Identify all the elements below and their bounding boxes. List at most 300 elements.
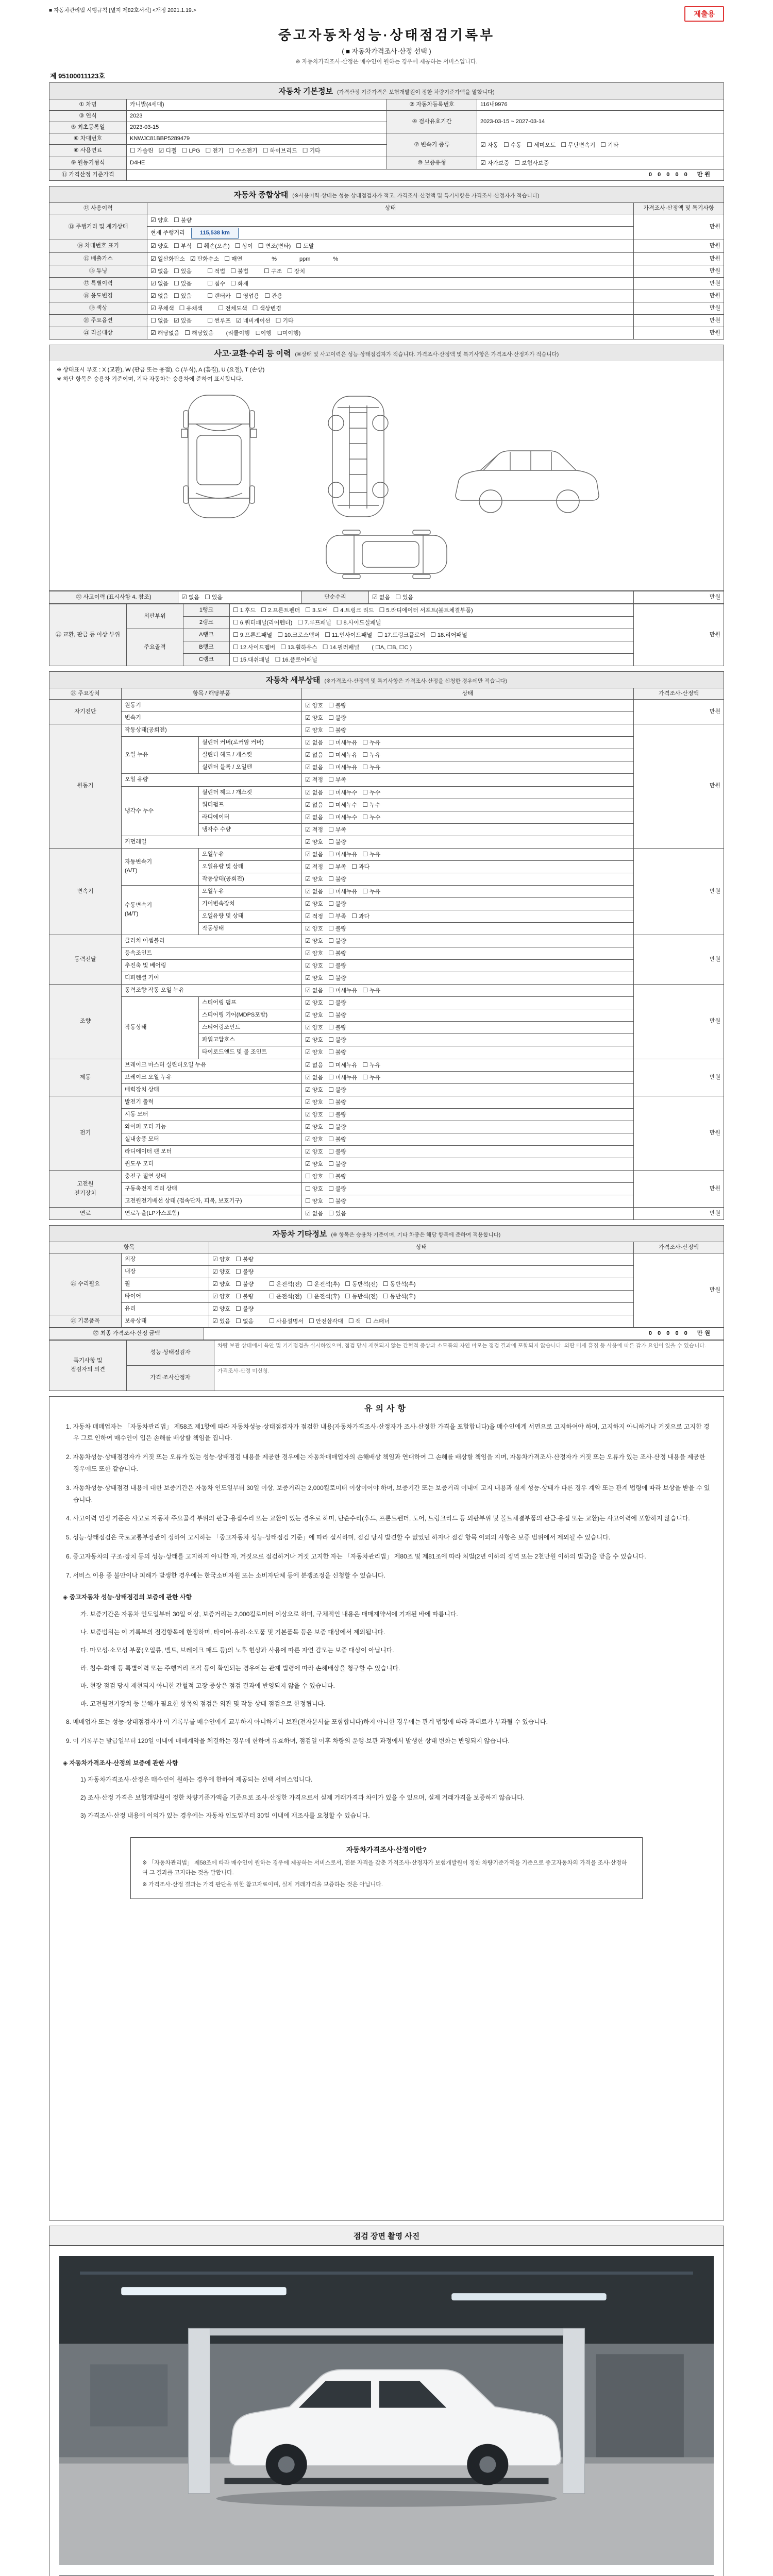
checkbox-unchecked[interactable]: ☐ 부족	[328, 776, 347, 784]
checkbox-unchecked[interactable]: ☐ 4.트렁크 리드	[333, 606, 374, 614]
checkbox-glyph-icon: ☐	[328, 925, 334, 933]
inspector-opinion-table	[49, 1340, 724, 1391]
checkbox-unchecked[interactable]: ☐ 미세누유	[328, 850, 358, 858]
checkbox-unchecked[interactable]: ☐ 기타	[600, 141, 619, 149]
checkbox-unchecked[interactable]: ☐ 유채색	[179, 304, 203, 312]
checkbox-checked[interactable]: ☑ 없음	[150, 292, 169, 299]
checkbox-checked[interactable]: ☑ 자가보증	[480, 159, 510, 167]
checkbox-unchecked[interactable]: ☐ 불량	[236, 1293, 254, 1300]
checkbox-unchecked[interactable]: ☐ 불량	[328, 838, 347, 845]
checkbox-unchecked[interactable]: ☐ 있음	[328, 1210, 347, 1217]
checkbox-unchecked[interactable]: ☐ 누유	[362, 764, 381, 771]
checkbox-glyph-icon: ☑	[305, 1147, 311, 1155]
checkbox-unchecked[interactable]: ☐ 미세누유	[328, 987, 358, 994]
checkbox-checked[interactable]: ☑ 양호	[305, 1036, 324, 1044]
cell	[302, 761, 634, 774]
checkbox-unchecked[interactable]: ☐ 불량	[328, 1098, 347, 1106]
checkbox-unchecked[interactable]: ☐ 불량	[236, 1280, 254, 1288]
checkbox-unchecked[interactable]: ☐ 동반석(전)	[345, 1293, 378, 1300]
checkbox-checked[interactable]: ☑ 없음	[372, 593, 391, 601]
checkbox-glyph-icon: ☐	[252, 304, 258, 312]
checkbox-checked[interactable]: ☑ 적정	[305, 862, 324, 870]
checkbox-unchecked[interactable]: ☐ 9.프론트패널	[233, 631, 273, 638]
cell	[230, 654, 634, 666]
checkbox-unchecked[interactable]: ☐ 불량	[328, 1135, 347, 1143]
checkbox-glyph-icon: ☐	[382, 1293, 389, 1300]
checkbox-unchecked[interactable]: ☐ 불량	[328, 1172, 347, 1180]
checkbox-glyph-icon: ☑	[305, 850, 311, 858]
checkbox-checked[interactable]: ☑ 양호	[305, 1011, 324, 1019]
checkbox-checked[interactable]: ☑ 양호	[305, 1160, 324, 1167]
checkbox-unchecked[interactable]: ☐ 11.인사이드패널	[325, 631, 373, 638]
checkbox-unchecked[interactable]: ☐ 운전석(전)	[269, 1293, 302, 1300]
checkbox-checked[interactable]: ☑ 디젤	[158, 147, 177, 155]
cell: 라디에이터 팬 모터	[122, 1145, 302, 1158]
checkbox-unchecked[interactable]: ☐ 있음	[174, 279, 192, 287]
header-cell: 가격·조사산정자	[127, 1365, 214, 1391]
cell	[147, 265, 634, 277]
checkbox-unchecked[interactable]: ☐ 구조	[264, 267, 282, 275]
checkbox-glyph-icon: ☑	[305, 912, 311, 920]
checkbox-checked[interactable]: ☑ 없음	[305, 887, 324, 895]
checkbox-unchecked[interactable]: ☐ 도말	[296, 242, 314, 250]
cell: 2023	[127, 111, 387, 122]
checkbox-unchecked[interactable]: ☐ 10.크로스멤버	[277, 631, 320, 638]
checkbox-glyph-icon: ☐	[275, 316, 281, 324]
checkbox-unchecked[interactable]: ☐ 불량	[328, 875, 347, 883]
checkbox-unchecked[interactable]: ☐ 8.사이드실패널	[336, 618, 381, 626]
checkbox-unchecked[interactable]: ☐ 수소전기	[228, 147, 258, 155]
checkbox-unchecked[interactable]: ☐ LPG	[181, 147, 200, 155]
checkbox-checked[interactable]: ☑ 양호	[305, 1123, 324, 1130]
checkbox-glyph-icon: ☐	[207, 316, 213, 324]
checkbox-checked[interactable]: ☑ 없음	[305, 764, 324, 771]
cell	[147, 314, 634, 327]
cell	[302, 737, 634, 749]
checkbox-unchecked[interactable]: ☐ 미세누유	[328, 1073, 358, 1081]
cell	[302, 985, 634, 997]
checkbox-unchecked[interactable]: ☐ 불량	[328, 974, 347, 982]
cell	[302, 749, 634, 761]
checkbox-checked[interactable]: ☑ 양호	[212, 1268, 231, 1276]
checkbox-unchecked[interactable]: ☐ 3.도어	[305, 606, 328, 614]
checkbox-glyph-icon: ☐	[305, 606, 311, 614]
checkbox-unchecked[interactable]: ☐ 미세누유	[328, 1061, 358, 1069]
checkbox-checked[interactable]: ☑ 양호	[305, 999, 324, 1007]
checkbox-unchecked[interactable]: ☐ 운전석(전)	[269, 1280, 302, 1288]
checkbox-unchecked[interactable]: ☐ 부족	[328, 862, 347, 870]
checkbox-unchecked[interactable]: ☐ 13.휠하우스	[280, 643, 317, 651]
checkbox-unchecked[interactable]: ☐ 동반석(전)	[345, 1280, 378, 1288]
checkbox-unchecked[interactable]: ☐ 화재	[230, 279, 249, 287]
checkbox-unchecked[interactable]: ☐ 불량	[236, 1268, 254, 1276]
cell: 워터펌프	[199, 799, 302, 811]
checkbox-unchecked[interactable]: ☐ 관용	[264, 292, 283, 299]
checkbox-checked[interactable]: ☑ 적정	[305, 825, 324, 833]
checkbox-checked[interactable]: ☑ 없음	[305, 850, 324, 858]
checkbox-checked[interactable]: ☑ 양호	[305, 726, 324, 734]
checkbox-unchecked[interactable]: ☐ 불량	[328, 726, 347, 734]
checkbox-unchecked[interactable]: ☐ 스패너	[366, 1317, 390, 1325]
checkbox-unchecked[interactable]: ☐ 누수	[362, 788, 381, 796]
checkbox-checked[interactable]: ☑ 양호	[305, 962, 324, 970]
cell: 변속기	[122, 712, 302, 724]
cell: 브레이크 오일 누유	[122, 1071, 302, 1083]
cell: 2023-03-15	[127, 122, 387, 133]
checkbox-checked[interactable]: ☑ 있음	[174, 316, 192, 324]
notice-item: ◈ 자동차가격조사·산정의 보증에 관한 사항	[63, 1759, 178, 1767]
cell: 내장	[122, 1266, 209, 1278]
checkbox-checked[interactable]: ☑ 양호	[305, 702, 324, 709]
checkbox-checked[interactable]: ☑ 적정	[305, 912, 324, 920]
checkbox-unchecked[interactable]: ☐ 17.트렁크플로어	[377, 631, 426, 638]
checkbox-unchecked[interactable]: ☐ 1.후드	[233, 606, 256, 614]
cell: 원동기	[122, 700, 302, 712]
cell	[230, 616, 634, 629]
checkbox-checked[interactable]: ☑ 양호	[305, 925, 324, 933]
header-cell: 가격조사·산정액 및 특기사항	[634, 203, 724, 214]
checkbox-checked[interactable]: ☑ 없음	[305, 739, 324, 747]
checkbox-unchecked[interactable]: ☐ 불량	[236, 1256, 254, 1263]
checkbox-checked[interactable]: ☑ 없음	[305, 1210, 324, 1217]
checkbox-unchecked[interactable]: ☐ 있음	[174, 292, 192, 299]
checkbox-unchecked[interactable]: ☐ 불량	[328, 1123, 347, 1130]
checkbox-unchecked[interactable]: ☐ 불량	[328, 950, 347, 957]
price-info-box	[130, 1837, 643, 1899]
checkbox-unchecked[interactable]: ☐ 7.루프패널	[297, 618, 331, 626]
checkbox-unchecked[interactable]: ☐ 불량	[328, 1086, 347, 1093]
checkbox-unchecked[interactable]: ☐ 운전석(후)	[307, 1280, 340, 1288]
checkbox-checked[interactable]: ☑ 무채색	[150, 304, 174, 312]
checkbox-unchecked[interactable]: ☐ 불량	[328, 1024, 347, 1031]
checkbox-checked[interactable]: ☑ 탄화수소	[190, 255, 220, 262]
checkbox-unchecked[interactable]: ☐ 과다	[351, 862, 370, 870]
checkbox-unchecked[interactable]: ☐ 불량	[328, 1011, 347, 1019]
checkbox-checked[interactable]: ☑ 양호	[305, 900, 324, 907]
cell	[230, 604, 634, 616]
checkbox-unchecked[interactable]: ☐ 훼손(오손)	[197, 242, 230, 250]
checkbox-checked[interactable]: ☑ 양호	[305, 875, 324, 883]
photos-title: 점검 장면 촬영 사진	[49, 2226, 724, 2246]
checkbox-unchecked[interactable]: ☐ 불량	[328, 1036, 347, 1044]
checkbox-checked[interactable]: ☑ 양호	[305, 1135, 324, 1143]
checkbox-unchecked[interactable]: ☐ 14.필러패널	[322, 643, 360, 651]
checkbox-unchecked[interactable]: ☐ 누수	[362, 801, 381, 808]
price-info-title: 자동차가격조사·산정이란?	[346, 1845, 427, 1854]
checkbox-unchecked[interactable]: ☐ 불량	[328, 937, 347, 945]
checkbox-unchecked[interactable]: ☐ 상이	[234, 242, 253, 250]
checkbox-checked[interactable]: ☑ 없음	[305, 987, 324, 994]
checkbox-checked[interactable]: ☑ 있음	[212, 1317, 231, 1325]
checkbox-unchecked[interactable]: ☐ 잭	[348, 1317, 361, 1325]
checkbox-unchecked[interactable]: ☐ 미세누유	[328, 751, 358, 759]
checkbox-checked[interactable]: ☑ 양호	[305, 714, 324, 722]
checkbox-glyph-icon: ☑	[305, 751, 311, 759]
checkbox-checked[interactable]: ☑ 양호	[150, 216, 169, 224]
checkbox-unchecked[interactable]: ☐ 불량	[328, 962, 347, 970]
header-cell: 상태	[302, 688, 634, 700]
checkbox-unchecked[interactable]: ☐ 부족	[328, 912, 347, 920]
header-cell: ⑳ 주요옵션	[49, 314, 147, 327]
checkbox-unchecked[interactable]: ☐ 12.사이드멤버	[233, 643, 276, 651]
cell	[147, 240, 634, 252]
cell	[302, 1059, 634, 1071]
checkbox-unchecked[interactable]: ☐ 있음	[205, 593, 223, 601]
checkbox-glyph-icon: ☐	[305, 1185, 311, 1192]
checkbox-checked[interactable]: ☑ 양호	[305, 1110, 324, 1118]
checkbox-unchecked[interactable]: ☐ 미세누유	[328, 739, 358, 747]
checkbox-unchecked[interactable]: ☐ 변조(변타)	[258, 242, 291, 250]
checkbox-unchecked[interactable]: ☐ 누유	[362, 751, 381, 759]
checkbox-unchecked[interactable]: ☐ 세미오토	[527, 141, 556, 149]
checkbox-unchecked[interactable]: ☐ 해당있음	[184, 329, 214, 336]
cell: 만원	[634, 700, 724, 724]
checkbox-checked[interactable]: ☑ 일산화탄소	[150, 255, 185, 262]
checkbox-unchecked[interactable]: ☐ 매연	[224, 255, 243, 262]
submission-badge: 제출용	[684, 6, 724, 22]
checkbox-unchecked[interactable]: ☐ 불법	[230, 267, 249, 275]
checkbox-checked[interactable]: ☑ 양호	[305, 1086, 324, 1093]
checkbox-checked[interactable]: ☑ 양호	[305, 974, 324, 982]
cell	[302, 1108, 634, 1121]
checkbox-unchecked[interactable]: ☐ 18.리어패널	[430, 631, 467, 638]
checkbox-unchecked[interactable]: ☐ 불량	[236, 1305, 254, 1313]
checkbox-unchecked[interactable]: ☐ 5.라디에이터 서포트(볼트체결부품)	[379, 606, 473, 614]
checkbox-unchecked[interactable]: ☐ 누유	[362, 850, 381, 858]
checkbox-glyph-icon: ☐	[328, 1110, 334, 1118]
checkbox-unchecked[interactable]: ☐ 불량	[328, 1197, 347, 1205]
checkbox-checked[interactable]: ☑ 없음	[305, 1073, 324, 1081]
checkbox-glyph-icon: ☐	[184, 329, 191, 336]
checkbox-glyph-icon: ☐	[328, 1086, 334, 1093]
notice-item: 라. 침수·화재 등 특별이력 또는 주행거리 조작 등이 확인되는 경우에는 관계 법령에 따라 손해배상을 청구할 수 있습니다.	[80, 1664, 400, 1672]
checkbox-checked[interactable]: ☑ 자동	[480, 141, 499, 149]
checkbox-unchecked[interactable]: ☐ 미세누유	[328, 887, 358, 895]
checkbox-checked[interactable]: ☑ 양호	[150, 242, 169, 250]
header-cell: ⑪ 가격산정 기준가격	[49, 170, 127, 181]
checkbox-checked[interactable]: ☑ 양호	[212, 1280, 231, 1288]
checkbox-unchecked[interactable]: ☐ 하이브리드	[262, 147, 297, 155]
checkbox-unchecked[interactable]: ☐ 수동	[503, 141, 522, 149]
checkbox-unchecked[interactable]: ☐ 전기	[205, 147, 224, 155]
cell	[302, 923, 634, 935]
checkbox-unchecked[interactable]: ☐ 과다	[351, 912, 370, 920]
checkbox-unchecked[interactable]: ☐ 있음	[395, 593, 414, 601]
checkbox-unchecked[interactable]: ☐ 장치	[287, 267, 306, 275]
checkbox-unchecked[interactable]: ☐ 가솔린	[130, 147, 154, 155]
checkbox-unchecked[interactable]: ☐ 양호	[305, 1172, 324, 1180]
checkbox-unchecked[interactable]: ☐ 없음	[236, 1317, 254, 1325]
checkbox-unchecked[interactable]: ☐ 누수	[362, 813, 381, 821]
checkbox-glyph-icon: ☑	[212, 1317, 218, 1325]
checkbox-glyph-icon: ☐	[130, 147, 136, 155]
checkbox-glyph-icon: ☑	[150, 242, 156, 250]
header-cell: ① 차명	[49, 99, 127, 111]
checkbox-unchecked[interactable]: ☐ 양호	[305, 1197, 324, 1205]
checkbox-checked[interactable]: ☑ 없음	[305, 788, 324, 796]
price-info-line-2: ※ 가격조사·산정 결과는 가격 판단을 위한 참고자료이며, 실제 거래가격을 보증하는 것은 아닙니다.	[142, 1882, 383, 1888]
checkbox-unchecked[interactable]: ☐ 없음	[150, 316, 169, 324]
cell: 만원	[634, 604, 724, 666]
header-cell: ㉔ 주요장치	[49, 688, 122, 700]
checkbox-unchecked[interactable]: ☐ 불량	[328, 702, 347, 709]
checkbox-checked[interactable]: ☑ 해당없음	[150, 329, 180, 336]
header-cell: 고전원 전기장치	[49, 1170, 122, 1207]
cell	[302, 897, 634, 910]
checkbox-glyph-icon: ☐	[362, 813, 368, 821]
checkbox-unchecked[interactable]: ☐ 불량	[328, 1110, 347, 1118]
cell	[302, 1170, 634, 1182]
checkbox-unchecked[interactable]: ☐ 썬루프	[207, 316, 231, 324]
cell: 만원	[634, 848, 724, 935]
checkbox-glyph-icon: ☐	[307, 1280, 313, 1288]
checkbox-unchecked[interactable]: ☐ 불량	[328, 1048, 347, 1056]
header-cell: ⑦ 변속기 종류	[387, 133, 477, 157]
checkbox-checked[interactable]: ☑ 양호	[305, 1098, 324, 1106]
checkbox-unchecked[interactable]: ☐ 전체도색	[218, 304, 247, 312]
checkbox-checked[interactable]: ☑ 적정	[305, 776, 324, 784]
notice-item: 2. 자동차성능·상태점검자가 거짓 또는 오류가 있는 성능·상태점검 내용을 제공한 경우에는 자동차매매업자의 손해배상 책임과 연대하여 그 손해를 배상할 책임을 지며, 자동차가격조사·산정자가 거짓 또는 오류가 있는 조사·산정 내용을 제공한 경우에도 또한 같습니다.	[66, 1453, 705, 1472]
checkbox-unchecked[interactable]: ☐ 침수	[207, 279, 226, 287]
checkbox-glyph-icon: ☐	[236, 1280, 241, 1288]
cell: 작동상태	[199, 923, 302, 935]
basic-info-table	[49, 99, 724, 181]
checkbox-unchecked[interactable]: ☐ 2.프론트펜더	[261, 606, 300, 614]
cell: 만원	[634, 265, 724, 277]
cell	[302, 799, 634, 811]
cell: 실린더 헤드 / 개스킷	[199, 749, 302, 761]
checkbox-glyph-icon: ☑	[150, 304, 156, 312]
checkbox-unchecked[interactable]: ☐ 불량	[328, 1147, 347, 1155]
checkbox-glyph-icon: ☑	[212, 1293, 218, 1300]
checkbox-glyph-icon: ☐	[233, 643, 239, 651]
cell: 만원	[634, 1059, 724, 1096]
checkbox-unchecked[interactable]: ☐ 적법	[207, 267, 226, 275]
checkbox-checked[interactable]: ☑ 양호	[212, 1293, 231, 1300]
header-cell: ⑭ 차대번호 표기	[49, 240, 147, 252]
checkbox-unchecked[interactable]: ☐ 누유	[362, 887, 381, 895]
checkbox-unchecked[interactable]: ☐ 미세누수	[328, 813, 358, 821]
checkbox-unchecked[interactable]: ☐ 누유	[362, 739, 381, 747]
checkbox-checked[interactable]: ☑ 없음	[305, 1061, 324, 1069]
checkbox-unchecked[interactable]: ☐ 6.쿼터패널(리어펜더)	[233, 618, 293, 626]
checkbox-unchecked[interactable]: ☐ 불량	[328, 1160, 347, 1167]
checkbox-checked[interactable]: ☑ 없음	[181, 593, 200, 601]
checkbox-unchecked[interactable]: ☐ 양호	[305, 1185, 324, 1192]
checkbox-glyph-icon: ☐	[302, 147, 308, 155]
detail-state-table	[49, 688, 724, 1220]
checkbox-glyph-icon: ☐	[308, 1317, 314, 1325]
checkbox-glyph-icon: ☐	[233, 618, 239, 626]
checkbox-unchecked[interactable]: ☐ 운전석(후)	[307, 1293, 340, 1300]
checkbox-checked[interactable]: ☑ 양호	[305, 838, 324, 845]
checkbox-unchecked[interactable]: ☐ 안전삼각대	[308, 1317, 343, 1325]
checkbox-unchecked[interactable]: ☐ 미세누유	[328, 764, 358, 771]
checkbox-unchecked[interactable]: ☐ 동반석(후)	[382, 1280, 416, 1288]
checkbox-unchecked[interactable]: ☐ 불량	[174, 216, 192, 224]
checkbox-glyph-icon: ☑	[305, 1160, 311, 1167]
checkbox-checked[interactable]: ☑ 양호	[212, 1256, 231, 1263]
checkbox-checked[interactable]: ☑ 네비게이션	[236, 316, 271, 324]
cell	[302, 860, 634, 873]
cell	[302, 1183, 634, 1195]
checkbox-glyph-icon: ☑	[305, 1061, 311, 1069]
checkbox-checked[interactable]: ☑ 양호	[305, 950, 324, 957]
checkbox-unchecked[interactable]: ☐ 누유	[362, 987, 381, 994]
checkbox-checked[interactable]: ☑ 없음	[305, 751, 324, 759]
checkbox-unchecked[interactable]: ☐ 기타	[302, 147, 321, 155]
checkbox-unchecked[interactable]: ☐ 불량	[328, 900, 347, 907]
checkbox-unchecked[interactable]: ☐ 미세누수	[328, 801, 358, 808]
checkbox-checked[interactable]: ☑ 없음	[150, 279, 169, 287]
cell: 와이퍼 모터 기능	[122, 1121, 302, 1133]
checkbox-glyph-icon: ☐	[307, 1293, 313, 1300]
cell	[209, 1315, 634, 1328]
checkbox-checked[interactable]: ☑ 양호	[305, 1147, 324, 1155]
detail-state-table	[49, 688, 724, 1220]
checkbox-glyph-icon: ☐	[328, 974, 334, 982]
checkbox-unchecked[interactable]: ☐ 렌터카	[207, 292, 231, 299]
checkbox-unchecked[interactable]: ☐ 불량	[328, 925, 347, 933]
checkbox-unchecked[interactable]: ☐ 동반석(후)	[382, 1293, 416, 1300]
checkbox-glyph-icon: ☐	[174, 216, 179, 224]
checkbox-unchecked[interactable]: ☐ 불량	[328, 1185, 347, 1192]
checkbox-glyph-icon: ☐	[233, 656, 239, 664]
checkbox-unchecked[interactable]: ☐ 영업용	[236, 292, 260, 299]
checkbox-unchecked[interactable]: ☐ 16.플로어패널	[275, 656, 317, 664]
checkbox-glyph-icon: ☐	[277, 631, 283, 638]
form-reference: ■ 자동차관리법 시행규칙 [별지 제82호서식] <개정 2021.1.19.>	[49, 7, 196, 13]
checkbox-unchecked[interactable]: ☐ 미세누수	[328, 788, 358, 796]
checkbox-glyph-icon: ☐	[328, 788, 334, 796]
section-etc-label: 자동차 기타정보	[272, 1230, 327, 1239]
checkbox-unchecked[interactable]: ☐ 무단변속기	[561, 141, 596, 149]
checkbox-unchecked[interactable]: ☐ 보험사보증	[514, 159, 549, 167]
checkbox-glyph-icon: ☐	[328, 875, 334, 883]
cell	[147, 290, 634, 302]
checkbox-unchecked[interactable]: ☐ 부족	[328, 825, 347, 833]
checkbox-glyph-icon: ☑	[305, 776, 311, 784]
checkbox-unchecked[interactable]: ☐ 불량	[328, 714, 347, 722]
checkbox-glyph-icon: ☑	[174, 316, 179, 324]
checkbox-unchecked[interactable]: ☐ 기타	[275, 316, 294, 324]
checkbox-unchecked[interactable]: ☐ 색상변경	[252, 304, 281, 312]
checkbox-checked[interactable]: ☑ 양호	[212, 1305, 231, 1313]
checkbox-checked[interactable]: ☑ 없음	[305, 801, 324, 808]
cell: 타이어	[122, 1291, 209, 1303]
checkbox-unchecked[interactable]: ☐ 부식	[174, 242, 192, 250]
checkbox-glyph-icon: ☐	[174, 242, 179, 250]
checkbox-unchecked[interactable]: ☐ 누유	[362, 1061, 381, 1069]
checkbox-checked[interactable]: ☑ 없음	[305, 813, 324, 821]
cell: 보유상태	[122, 1315, 209, 1328]
checkbox-unchecked[interactable]: ☐ 사용설명서	[269, 1317, 304, 1325]
checkbox-glyph-icon: ☐	[366, 1317, 372, 1325]
checkbox-glyph-icon: ☐	[328, 1048, 334, 1056]
checkbox-unchecked[interactable]: ☐ 누유	[362, 1073, 381, 1081]
checkbox-unchecked[interactable]: ☐ 있음	[174, 267, 192, 275]
header-cell: ⑥ 차대번호	[49, 133, 127, 145]
checkbox-checked[interactable]: ☑ 양호	[305, 937, 324, 945]
cell: 만원	[634, 1208, 724, 1220]
checkbox-checked[interactable]: ☑ 양호	[305, 1024, 324, 1031]
checkbox-checked[interactable]: ☑ 양호	[305, 1048, 324, 1056]
checkbox-unchecked[interactable]: ☐ 불량	[328, 999, 347, 1007]
checkbox-unchecked[interactable]: ☐ 15.대쉬패널	[233, 656, 270, 664]
cell: 구동축전지 격리 상태	[122, 1183, 302, 1195]
checkbox-glyph-icon: ☐	[228, 147, 234, 155]
checkbox-checked[interactable]: ☑ 없음	[150, 267, 169, 275]
